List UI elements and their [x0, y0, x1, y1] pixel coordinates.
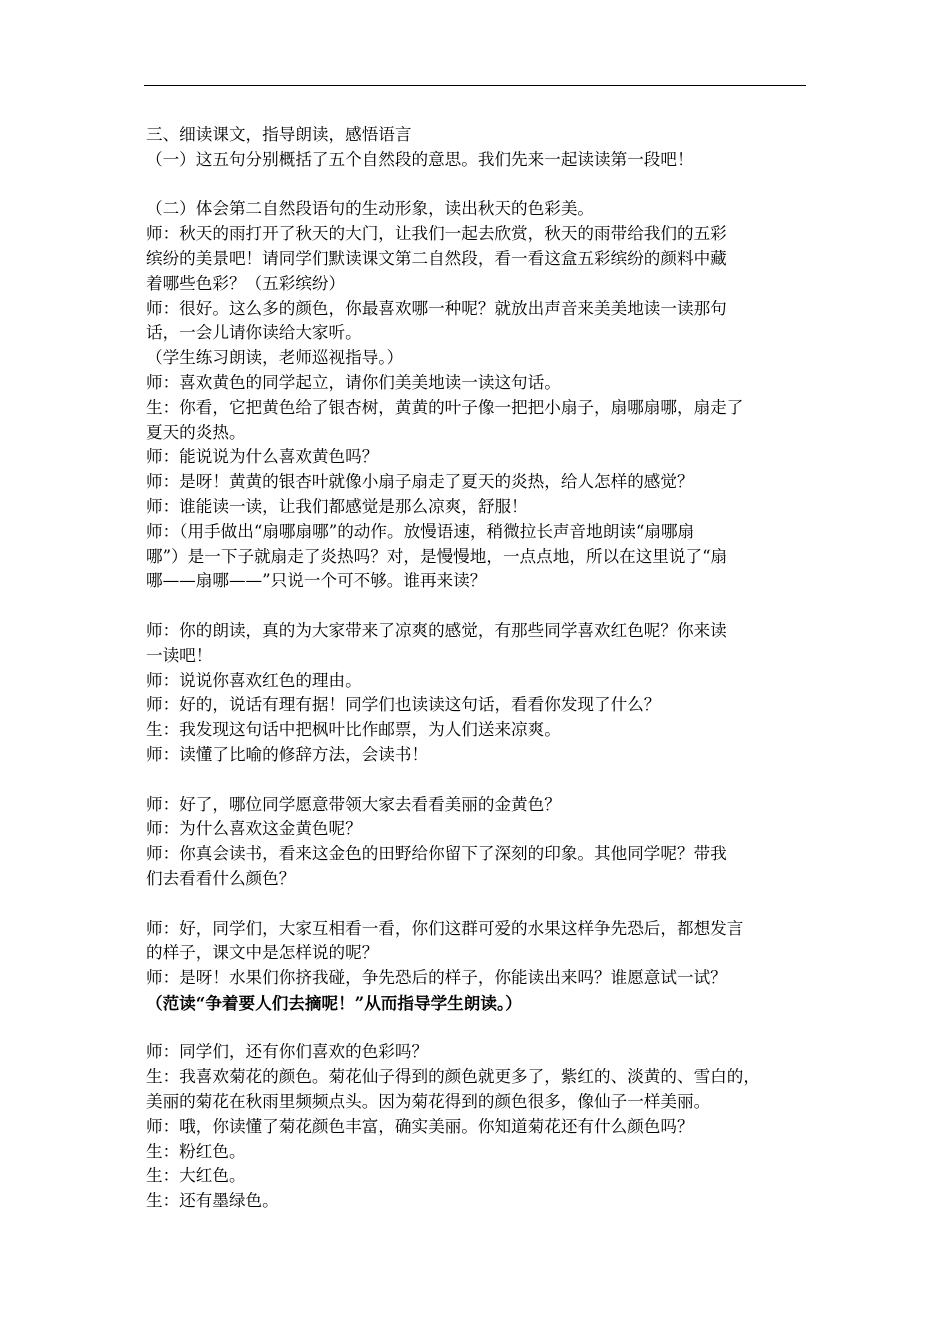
blank-line: [146, 173, 808, 198]
document-body: [146, 123, 808, 1214]
paragraph-line: 师：是呀！黄黄的银杏叶就像小扇子扇走了夏天的炎热，给人怎样的感觉？: [146, 472, 694, 492]
paragraph-line: 美丽的菊花在秋雨里频频点头。因为菊花得到的颜色很多，像仙子一样美丽。: [146, 1092, 711, 1112]
paragraph-line: 师：同学们，还有你们喜欢的色彩吗？: [146, 1042, 429, 1062]
section-heading: 三、细读课文，指导朗读，感悟语言: [146, 125, 412, 144]
blank-line: [146, 768, 808, 793]
paragraph-line: 哪”）是一下子就扇走了炎热吗？对，是慢慢地，一点点地，所以在这里说了“扇: [146, 546, 728, 566]
paragraph-line: 夏天的炎热。: [146, 422, 246, 442]
paragraph-line: 师：读懂了比喻的修辞方法，会读书！: [146, 744, 429, 764]
paragraph-line: 师：（用手做出“扇哪扇哪”的动作。放慢语速，稍微拉长声音地朗读“扇哪扇: [146, 521, 695, 541]
paragraph-line: 生：大红色。: [146, 1166, 246, 1186]
paragraph-line: 着哪些色彩？（五彩缤纷）: [146, 273, 346, 293]
paragraph-line: 生：我喜欢菊花的颜色。菊花仙子得到的颜色就更多了，紫红的、淡黄的、雪白的，: [146, 1067, 760, 1087]
blank-line: [146, 594, 808, 619]
paragraph-line: 一读吧！: [146, 645, 213, 665]
paragraph-line: 师：说说你喜欢红色的理由。: [146, 670, 362, 690]
subsection-heading: （二）体会第二自然段语句的生动形象，读出秋天的色彩美。: [146, 199, 595, 219]
paragraph-line: 话，一会儿请你读给大家听。: [146, 323, 362, 343]
paragraph-line: 的样子，课文中是怎样说的呢？: [146, 943, 379, 963]
paragraph-line: （学生练习朗读，老师巡视指导。）: [146, 348, 404, 368]
paragraph-line: 生：我发现这句话中把枫叶比作邮票，为人们送来凉爽。: [146, 720, 561, 740]
paragraph-line: 生：你看，它把黄色给了银杏树，黄黄的叶子像一把把小扇子，扇哪扇哪，扇走了: [146, 397, 744, 417]
paragraph-line: 生：还有墨绿色。: [146, 1191, 279, 1211]
paragraph-line: 师：好了，哪位同学愿意带领大家去看看美丽的金黄色？: [146, 794, 561, 814]
paragraph-line: 师：哦，你读懂了菊花颜色丰富，确实美丽。你知道菊花还有什么颜色吗？: [146, 1116, 694, 1136]
paragraph-line: 师：你真会读书，看来这金色的田野给你留下了深刻的印象。其他同学呢？带我: [146, 844, 727, 864]
paragraph-line: 师：能说说为什么喜欢黄色吗？: [146, 447, 379, 467]
paragraph-line: 师：秋天的雨打开了秋天的大门，让我们一起去欣赏，秋天的雨带给我们的五彩: [146, 224, 727, 244]
paragraph-line: 缤纷的美景吧！请同学们默读课文第二自然段，看一看这盒五彩缤纷的颜料中藏: [146, 248, 727, 268]
blank-line: [146, 1016, 808, 1041]
paragraph-line: 师：喜欢黄色的同学起立，请你们美美地读一读这句话。: [146, 372, 561, 392]
header-rule: [144, 85, 806, 86]
paragraph-line: 师：好的，说话有理有据！同学们也读读这句话，看看你发现了什么？: [146, 695, 661, 715]
bold-instruction-line: （范读“争着要人们去摘呢！”从而指导学生朗读。）: [146, 992, 522, 1013]
paragraph-line: 师：好，同学们，大家互相看一看，你们这群可爱的水果这样争先恐后，都想发言: [146, 918, 744, 938]
paragraph-line: 生：粉红色。: [146, 1141, 246, 1161]
paragraph-line: （一）这五句分别概括了五个自然段的意思。我们先来一起读读第一段吧！: [146, 149, 694, 169]
paragraph-line: 师：谁能读一读，让我们都感觉是那么凉爽，舒服！: [146, 496, 528, 516]
paragraph-line: 们去看看什么颜色？: [146, 868, 296, 888]
paragraph-line: 哪——扇哪——”只说一个可不够。谁再来读？: [146, 571, 487, 591]
blank-line: [146, 892, 808, 917]
paragraph-line: 师：是呀！水果们你挤我碰，争先恐后的样子，你能读出来吗？谁愿意试一试？: [146, 968, 727, 988]
paragraph-line: 师：为什么喜欢这金黄色呢？: [146, 819, 362, 839]
paragraph-line: 师：你的朗读，真的为大家带来了凉爽的感觉，有那些同学喜欢红色呢？你来读: [146, 620, 727, 640]
paragraph-line: 师：很好。这么多的颜色，你最喜欢哪一种呢？就放出声音来美美地读一读那句: [146, 298, 727, 318]
